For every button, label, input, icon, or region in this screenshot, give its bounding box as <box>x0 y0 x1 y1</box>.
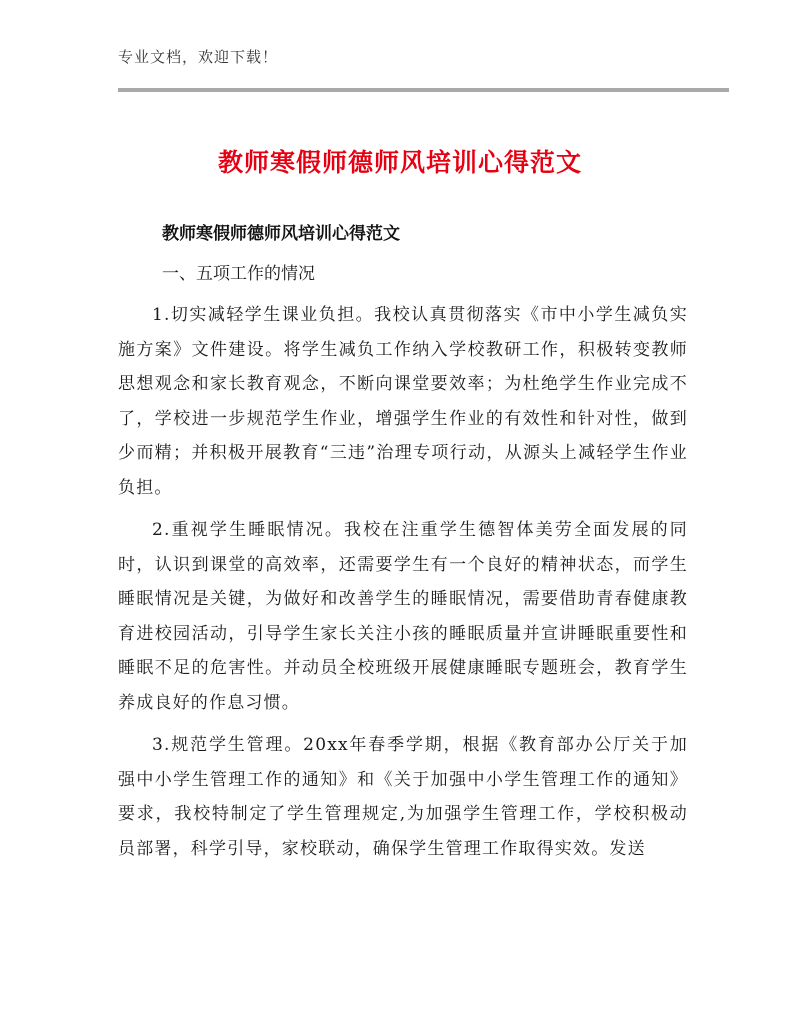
header-note: 专业文档，欢迎下载！ <box>118 48 279 66</box>
paragraph-2: 2.重视学生睡眠情况。我校在注重学生德智体美劳全面发展的同时，认识到课堂的高效率，还需要学生有一个良好的精神状态，而学生睡眠情况是关键，为做好和改善学生的睡眠情况，需要借助青春健康教育进校园活动，引导学生家长关注小孩的睡眠质量并宣讲睡眠重要性和睡眠不足的危害性。并动员全校班级开展健康睡眠专题班会，教育学生养成良好的作息习惯。 <box>118 520 688 713</box>
paragraph-3: 3.规范学生管理。20xx年春季学期，根据《教育部办公厅关于加强中小学生管理工作的通知》和《关于加强中小学生管理工作的通知》要求，我校特制定了学生管理规定,为加强学生管理工作，学校积极动员部署，科学引导，家校联动，确保学生管理工作取得实效。发送 <box>118 735 688 859</box>
header-divider <box>118 88 729 92</box>
document-title: 教师寒假师德师风培训心得范文 <box>217 148 582 177</box>
paragraph-1: 1.切实减轻学生课业负担。我校认真贯彻落实《市中小学生减负实施方案》文件建设。将学生减负工作纳入学校教研工作，积极转变教师思想观念和家长教育观念，不断向课堂要效率；为杜绝学生作业完成不了，学校进一步规范学生作业，增强学生作业的有效性和针对性，做到少而精；并积极开展教育“三违”治理专项行动，从源头上减轻学生作业负担。 <box>118 305 688 498</box>
document-body <box>118 216 688 874</box>
document-subtitle: 教师寒假师德师风培训心得范文 <box>162 224 400 244</box>
section-heading: 一、五项工作的情况 <box>162 264 315 284</box>
